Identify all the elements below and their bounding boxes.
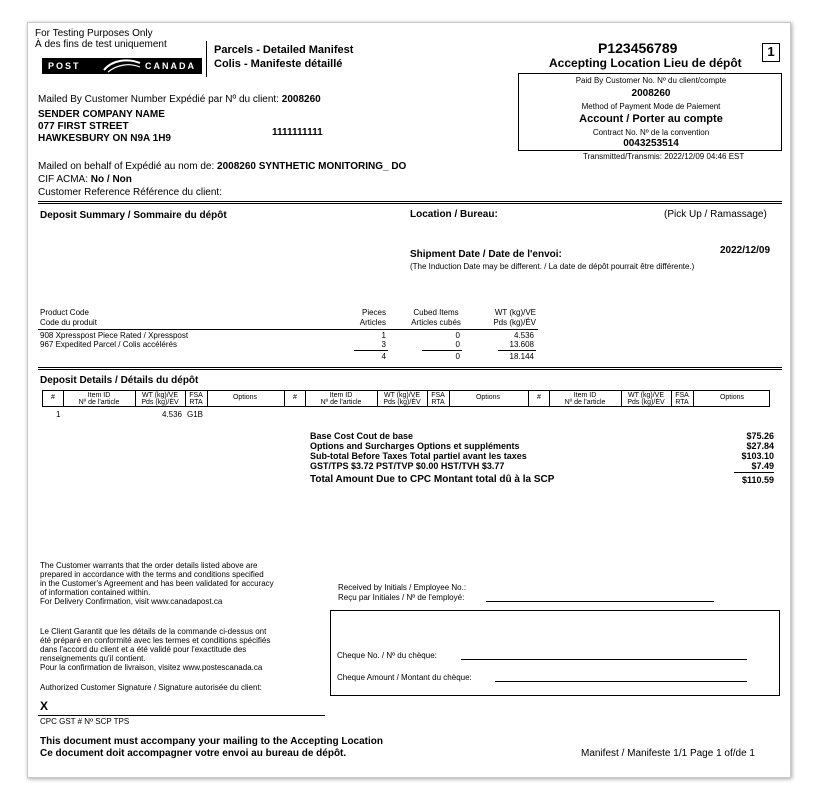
total-rule <box>498 350 536 351</box>
shipment-date: 2022/12/09 <box>720 245 771 256</box>
col-separator <box>427 391 428 406</box>
warranty-en: in the Customer's Agreement and has been validated for accuracy <box>40 579 274 588</box>
canada-post-logo <box>42 58 202 74</box>
col-fsa-fr: RTA <box>189 399 203 406</box>
warranty-fr: Pour la confirmation de livraison, visitez www.postescanada.ca <box>40 663 263 672</box>
product-header-underline <box>38 329 538 330</box>
detail-row-weight: 4.536 <box>161 410 182 419</box>
col-separator <box>621 391 622 406</box>
col-item-fr: Nº de l'article <box>564 399 606 406</box>
subtotal-value: $103.10 <box>741 451 774 461</box>
received-by-label-en: Received by Initials / Employee No.: <box>338 583 467 592</box>
cif-label: CIF ACMA: <box>38 174 89 185</box>
mailed-by <box>38 94 321 106</box>
title-en: Parcels - Detailed Manifest <box>214 44 354 56</box>
col-options: Options <box>232 394 258 401</box>
weight-header-en: WT (kg)/VE <box>494 308 536 317</box>
contract-value: 0043253514 <box>623 138 679 149</box>
warranty-en: of information contained within. <box>40 588 151 597</box>
footer-notice-fr: Ce document doit accompagner votre envoi au bureau de dépôt. <box>40 748 347 759</box>
detail-row-fsa: G1B <box>187 410 204 419</box>
payment-method-value: Account / Porter au compte <box>579 113 723 125</box>
cubed-header-en: Cubed Items <box>413 308 459 317</box>
mailed-by-label: Mailed By Customer Number Expédié par Nº du client: <box>38 94 279 105</box>
footer-notice-en: This document must accompany your mailing to the Accepting Location <box>40 736 384 747</box>
col-weight-en: WT (kg)/VE <box>627 392 665 399</box>
header-divider <box>206 41 207 77</box>
warranty-fr: renseignements qu'il contient. <box>40 654 146 663</box>
col-separator <box>185 391 186 406</box>
signature-label: Authorized Customer Signature / Signature autorisée du client: <box>40 683 262 692</box>
col-number: # <box>51 394 55 401</box>
pieces-header-fr: Articles <box>359 318 386 327</box>
sender-phone: 1111111111 <box>272 127 323 138</box>
cif-value: No / Non <box>90 174 132 185</box>
col-options: Options <box>719 394 745 401</box>
cubed-header-fr: Articles cubés <box>411 318 461 327</box>
warranty-fr: dans l'accord du client et a été validé pour l'exactitude des <box>40 645 247 654</box>
col-fsa-en: FSA <box>431 392 445 399</box>
col-number: # <box>537 394 541 401</box>
col-item-fr: Nº de l'article <box>320 399 362 406</box>
tax-value: $7.49 <box>751 461 774 471</box>
deposit-details-header <box>42 390 770 407</box>
product-code-header-en: Product Code <box>40 308 89 317</box>
paid-by-value: 2008260 <box>631 88 671 99</box>
manifest-document <box>27 22 791 778</box>
received-by-label-fr: Reçu par Initiales / Nº de l'employé: <box>338 593 465 602</box>
options-value: $27.84 <box>746 441 774 451</box>
contract-label: Contract No. Nº de la convention <box>592 128 710 137</box>
subtotal-label: Sub-total Before Taxes Total partiel avant les taxes <box>310 451 527 461</box>
shipment-date-label: Shipment Date / Date de l'envoi: <box>410 249 562 260</box>
options-label: Options and Surcharges Options et suppléments <box>310 441 520 451</box>
col-weight-fr: Pds (kg)/ÉV <box>627 399 665 406</box>
col-separator <box>693 391 694 406</box>
deposit-summary-title: Deposit Summary / Sommaire du dépôt <box>40 210 227 221</box>
col-fsa-fr: RTA <box>431 399 445 406</box>
signature-line[interactable] <box>38 715 325 716</box>
col-weight-en: WT (kg)/VE <box>141 392 179 399</box>
col-separator <box>377 391 378 406</box>
col-item-en: Item ID <box>87 392 111 399</box>
cheque-number-line[interactable] <box>461 659 747 660</box>
testing-notice-en: For Testing Purposes Only <box>35 28 153 39</box>
col-separator <box>528 391 529 406</box>
cheque-box <box>330 610 780 696</box>
col-options: Options <box>475 394 501 401</box>
testing-notice-fr: À des fins de test uniquement <box>35 39 167 50</box>
product-row: 908 Xpresspost Piece Rated / Xpresspost <box>40 331 189 340</box>
total-cubed: 0 <box>455 352 460 361</box>
weight-header-fr: Pds (kg)/ÉV <box>493 318 536 327</box>
col-item-fr: Nº de l'article <box>78 399 120 406</box>
col-weight-en: WT (kg)/VE <box>383 392 421 399</box>
warranty-fr: été préparé en conformité avec les termes et conditions spécifiés <box>40 636 271 645</box>
location-label: Location / Bureau: <box>410 209 498 220</box>
col-separator <box>671 391 672 406</box>
signature-mark: X <box>40 699 49 713</box>
product-row-pieces: 3 <box>381 340 386 349</box>
col-item-en: Item ID <box>329 392 353 399</box>
detail-row-number: 1 <box>56 410 61 419</box>
divider <box>38 369 782 370</box>
sender-name: SENDER COMPANY NAME <box>38 109 165 120</box>
cif-acma <box>38 174 132 186</box>
logo-text-post: POST <box>48 61 81 71</box>
payment-info-box <box>518 73 782 151</box>
product-row-cubed: 0 <box>455 340 460 349</box>
total-rule <box>734 472 774 473</box>
behalf-label: Mailed on behalf of Expédié au nom de: <box>38 161 215 172</box>
mailed-on-behalf <box>38 161 406 173</box>
cheque-amount-label: Cheque Amount / Montant du chèque: <box>337 673 472 682</box>
col-separator <box>284 391 285 406</box>
col-fsa-fr: RTA <box>675 399 689 406</box>
cheque-number-label: Cheque No. / Nº du chèque: <box>337 651 437 660</box>
col-separator <box>449 391 450 406</box>
gst-number-label: CPC GST # Nº SCP TPS <box>40 717 130 726</box>
col-separator <box>549 391 550 406</box>
pickup-label: (Pick Up / Ramassage) <box>664 209 767 220</box>
col-separator <box>207 391 208 406</box>
base-cost-value: $75.26 <box>746 431 774 441</box>
warranty-en: prepared in accordance with the terms and conditions specified <box>40 570 264 579</box>
col-weight-fr: Pds (kg)/ÉV <box>383 399 421 406</box>
warranty-en: For Delivery Confirmation, visit www.canadapost.ca <box>40 597 223 606</box>
col-separator <box>135 391 136 406</box>
col-separator <box>305 391 306 406</box>
divider <box>38 203 782 204</box>
manifest-number: P123456789 <box>598 40 678 56</box>
received-by-line[interactable] <box>486 601 714 602</box>
mailed-by-value: 2008260 <box>281 94 321 105</box>
deposit-details-title: Deposit Details / Détails du dépôt <box>40 375 199 386</box>
pieces-header-en: Pieces <box>361 308 386 317</box>
divider <box>38 367 782 368</box>
total-weight: 18.144 <box>509 352 534 361</box>
total-rule <box>354 350 388 351</box>
logo-text-canada: CANADA <box>145 61 196 71</box>
page-number-box: 1 <box>762 43 780 62</box>
behalf-value: 2008260 SYNTHETIC MONITORING_ DO <box>217 161 407 172</box>
accepting-location: Accepting Location Lieu de dépôt <box>549 56 742 70</box>
payment-method-label: Method of Payment Mode de Paiement <box>581 102 721 111</box>
product-row-weight: 13.608 <box>509 340 534 349</box>
col-weight-fr: Pds (kg)/ÉV <box>141 399 179 406</box>
product-row-weight: 4.536 <box>513 331 534 340</box>
col-fsa-en: FSA <box>189 392 203 399</box>
warranty-fr: Le Client Garantit que les détails de la commande ci-dessus ont <box>40 627 267 636</box>
product-row-pieces: 1 <box>381 331 386 340</box>
warranty-en: The Customer warrants that the order details listed above are <box>40 561 258 570</box>
customer-reference-label: Customer Reference Référence du client: <box>38 187 222 198</box>
tax-label: GST/TPS $3.72 PST/TVP $0.00 HST/TVH $3.77 <box>310 461 505 471</box>
induction-note: (The Induction Date may be different. / La date de dépôt pourrait être différente.) <box>410 262 695 271</box>
transmitted-timestamp: Transmitted/Transmis: 2022/12/09 04:46 EST <box>583 152 745 161</box>
col-number: # <box>293 394 297 401</box>
sender-address-1: 077 FIRST STREET <box>38 121 129 132</box>
total-rule <box>422 350 462 351</box>
sender-address-2: HAWKESBURY ON N9A 1H9 <box>38 133 171 144</box>
col-item-en: Item ID <box>573 392 597 399</box>
total-due-value: $110.59 <box>741 475 774 485</box>
title-fr: Colis - Manifeste détaillé <box>214 58 343 70</box>
divider <box>38 201 782 202</box>
product-row-cubed: 0 <box>455 331 460 340</box>
base-cost-label: Base Cost Cout de base <box>310 431 414 441</box>
col-fsa-en: FSA <box>675 392 689 399</box>
total-pieces: 4 <box>381 352 386 361</box>
logo-mark-icon <box>98 58 146 74</box>
paid-by-label: Paid By Customer No. Nº du client/compte <box>575 76 727 85</box>
total-due-label: Total Amount Due to CPC Montant total dû à la SCP <box>310 474 555 485</box>
cheque-amount-line[interactable] <box>495 681 747 682</box>
product-code-header-fr: Code du produit <box>40 318 97 327</box>
product-row: 967 Expedited Parcel / Colis accélérés <box>40 340 177 349</box>
manifest-page-indicator: Manifest / Manifeste 1/1 Page 1 of/de 1 <box>581 748 755 759</box>
col-separator <box>63 391 64 406</box>
